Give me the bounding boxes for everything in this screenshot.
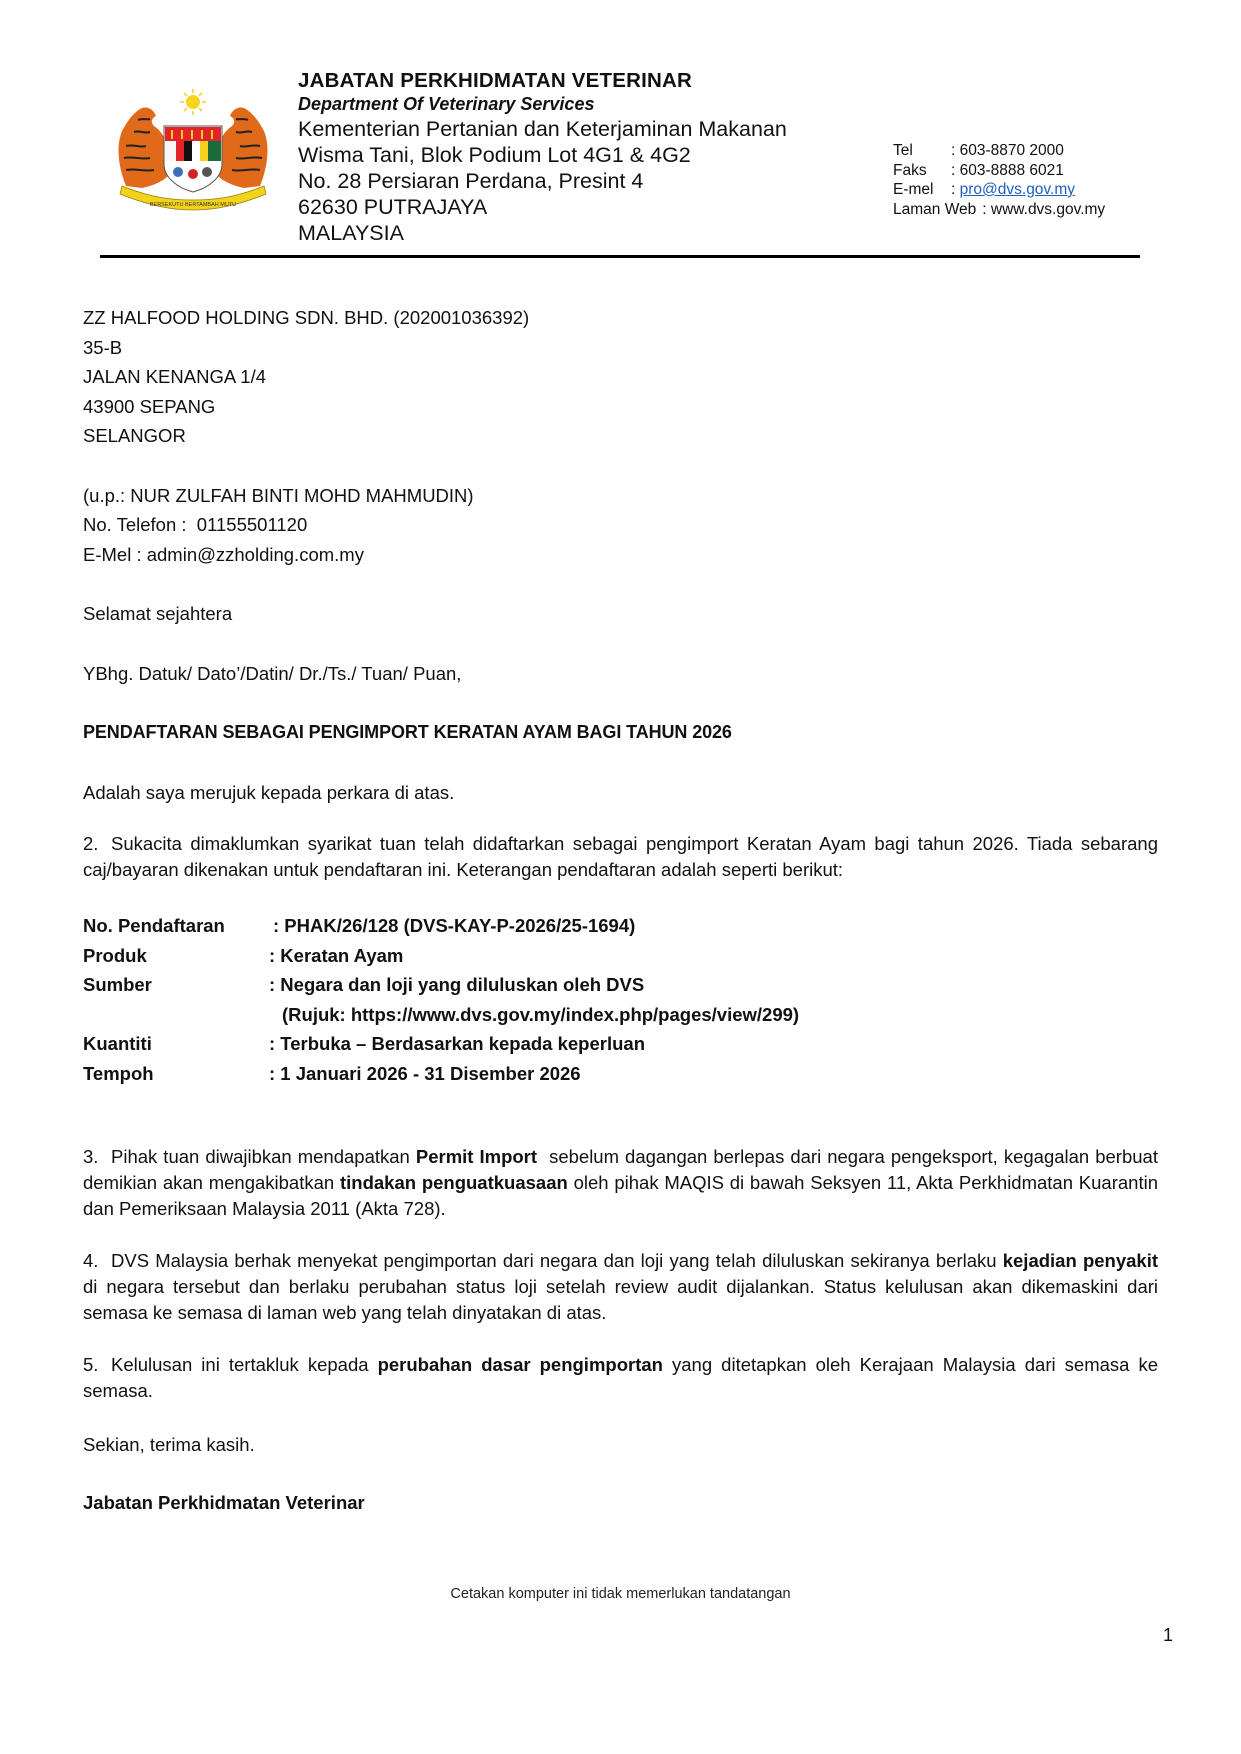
org-address-line: MALAYSIA (298, 221, 404, 245)
detail-source: Sumber : Negara dan loji yang diluluskan oleh DVS (83, 974, 645, 995)
email-link[interactable]: pro@dvs.gov.my (959, 181, 1075, 198)
letter-body (83, 303, 1164, 1517)
registration-details (83, 911, 1158, 1088)
paragraph-5: 5. Kelulusan ini tertakluk kepada perubahan dasar pengimportan yang ditetapkan oleh Kerajaan Malaysia dari semasa ke semasa. (83, 1354, 1159, 1401)
footer-note: Cetakan komputer ini tidak memerlukan tandatangan (450, 1586, 791, 1602)
page-number: 1 (1163, 1625, 1174, 1645)
recipient-address-line: JALAN KENANGA 1/4 (83, 366, 267, 387)
opening-line: Adalah saya merujuk kepada perkara di atas. (83, 781, 455, 803)
closing-line: Sekian, terima kasih. (83, 1434, 255, 1455)
recipient-address (83, 303, 1158, 569)
recipient-address-line: 43900 SEPANG (83, 395, 216, 417)
contact-email: E-mel : pro@dvs.gov.my (893, 181, 1075, 198)
recipient-phone: No. Telefon : 01155501120 (83, 514, 308, 535)
org-address-line: Kementerian Pertanian dan Keterjaminan Makanan (298, 117, 787, 141)
detail-product: Produk : Keratan Ayam (83, 944, 404, 966)
malaysia-coat-of-arms-icon (112, 86, 274, 212)
detail-period: Tempoh : 1 Januari 2026 - 31 Disember 2026 (83, 1062, 581, 1084)
contact-fax: Faks : 603-8888 6021 (893, 161, 1064, 179)
contact-tel: Tel : 603-8870 2000 (893, 142, 1064, 159)
letterhead-divider (100, 255, 1140, 258)
recipient-address-line: SELANGOR (83, 425, 186, 446)
letterhead (298, 68, 787, 246)
org-name-english: Department Of Veterinary Services (298, 94, 595, 114)
greeting: Selamat sejahtera (83, 603, 233, 624)
letter-subject: PENDAFTARAN SEBAGAI PENGIMPORT KERATAN AYAM BAGI TAHUN 2026 (83, 722, 732, 742)
org-contact-block (893, 141, 1105, 219)
paragraph-4: 4. DVS Malaysia berhak menyekat pengimportan dari negara dan loji yang telah diluluskan sekiranya berlaku kejadian penyakit di negara tersebut dan berlaku perubahan status loji setelah review audit dijalankan. Status kelulusan akan dikemaskini dari semasa ke semasa di laman web yang telah dinyatakan di atas. (83, 1250, 1159, 1323)
svg-text:BERSEKUTU BERTAMBAH MUTU: BERSEKUTU BERTAMBAH MUTU (149, 202, 237, 208)
paragraph-3: 3. Pihak tuan diwajibkan mendapatkan Permit Import sebelum dagangan berlepas dari negara pengeksport, kegagalan berbuat demikian akan mengakibatkan tindakan penguatkuasaan oleh pihak MAQIS di bawah Seksyen 11, Akta Perkhidmatan Kuarantin dan Pemeriksaan Malaysia 2011 (Akta 728). (83, 1146, 1164, 1219)
org-address-line: 62630 PUTRAJAYA (298, 195, 488, 219)
org-name: JABATAN PERKHIDMATAN VETERINAR (298, 69, 692, 92)
contact-web: Laman Web : www.dvs.gov.my (893, 200, 1106, 218)
detail-registration-no: No. Pendaftaran : PHAK/26/128 (DVS-KAY-P-2026/25-1694) (83, 915, 636, 936)
recipient-address-line: 35-B (83, 336, 123, 358)
paragraph-2: 2. Sukacita dimaklumkan syarikat tuan telah didaftarkan sebagai pengimport Keratan Ayam bagi tahun 2026. Tiada sebarang caj/bayaran dikenakan untuk pendaftaran ini. Keterangan pendaftaran adalah seperti berikut: (83, 833, 1158, 880)
signoff: Jabatan Perkhidmatan Veterinar (83, 1491, 365, 1513)
recipient-attention: (u.p.: NUR ZULFAH BINTI MOHD MAHMUDIN) (83, 484, 474, 506)
recipient-email: E-Mel : admin@zzholding.com.my (83, 543, 364, 565)
detail-source-reference: (Rujuk: https://www.dvs.gov.my/index.php/pages/view/299) (282, 1003, 800, 1025)
org-address-line: Wisma Tani, Blok Podium Lot 4G1 & 4G2 (298, 143, 691, 167)
salutation: YBhg. Datuk/ Dato’/Datin/ Dr./Ts./ Tuan/ Puan, (83, 662, 462, 684)
detail-quantity: Kuantiti : Terbuka – Berdasarkan kepada keperluan (83, 1033, 645, 1054)
org-address-line: No. 28 Persiaran Perdana, Presint 4 (298, 169, 644, 193)
recipient-company: ZZ HALFOOD HOLDING SDN. BHD. (202001036392) (83, 307, 530, 328)
